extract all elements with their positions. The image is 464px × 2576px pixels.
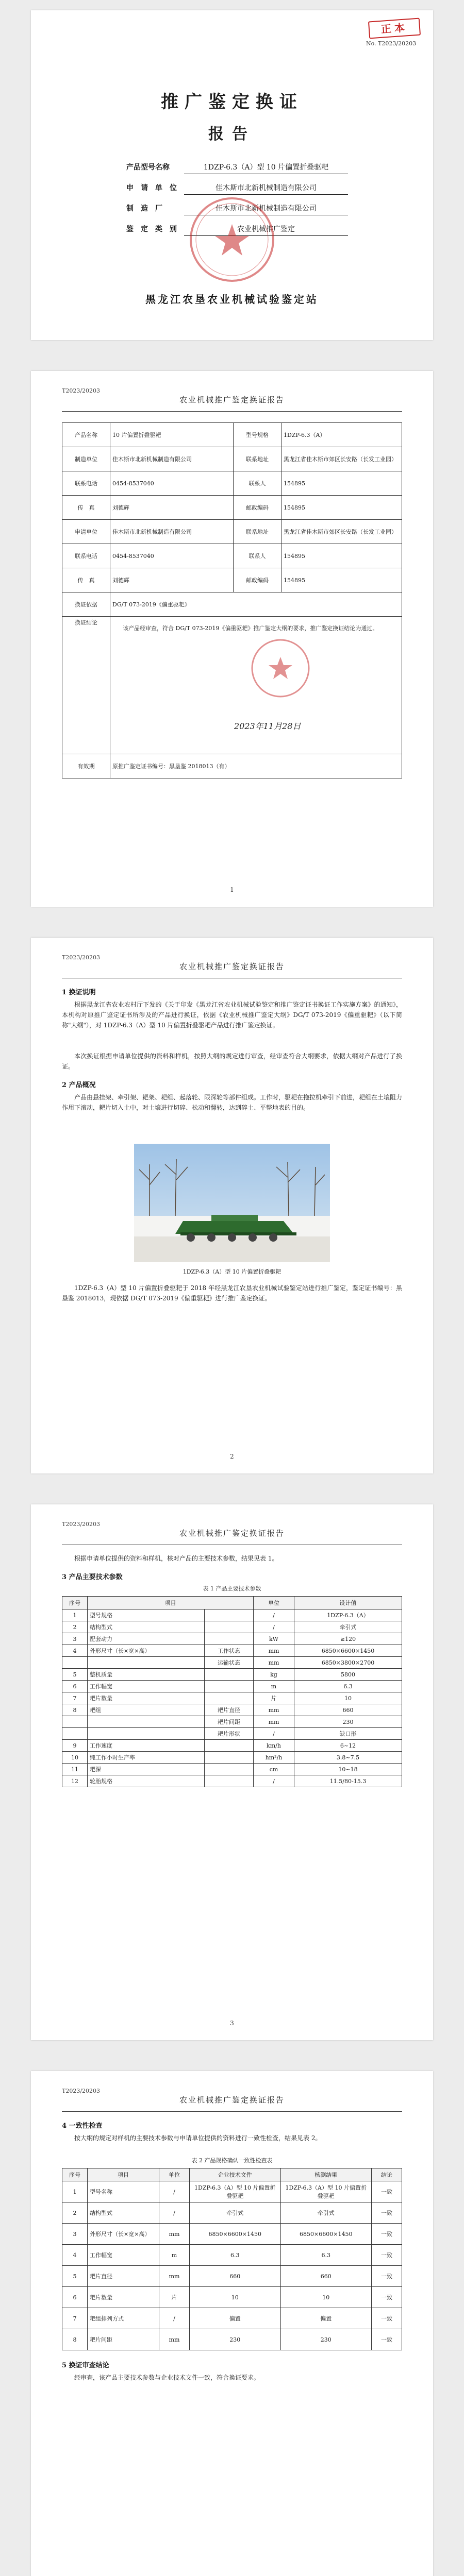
table-cell: 耙组排列方式 [88, 2308, 159, 2329]
table-cell: 偏置 [190, 2308, 281, 2329]
table-cell: 刘德辉 [110, 496, 234, 520]
table-cell: / [254, 1621, 294, 1633]
table-cell: 6850×3800×2700 [294, 1657, 402, 1669]
signature-date: 2023年11月28日 [234, 721, 301, 731]
table-cell: mm [159, 2266, 190, 2287]
table-cell: 6.3 [294, 1681, 402, 1692]
table-cell [204, 1633, 253, 1645]
table-cell: 3.8~7.5 [294, 1752, 402, 1764]
table-cell: 工作幅宽 [88, 2245, 159, 2266]
table-row [62, 2202, 402, 2224]
parameter-table [62, 1596, 402, 1787]
table-cell: 结构型式 [88, 1621, 205, 1633]
cover-subtitle: 报告 [208, 125, 256, 143]
table-cell: 154895 [281, 544, 402, 568]
table-cell: 联系地址 [234, 520, 281, 544]
table-cell: DG/T 073-2019《偏重驱耙》 [110, 592, 402, 617]
column-header: 设计值 [294, 1597, 402, 1609]
table-cell: 缺口形 [294, 1728, 402, 1740]
table-cell: 工作状态 [204, 1645, 253, 1657]
table-cell [88, 1716, 205, 1728]
report-page-3 [31, 1504, 433, 2040]
official-seal-icon [188, 196, 276, 283]
table-cell: 传 真 [62, 496, 110, 520]
table-cell: 5 [62, 1669, 88, 1681]
cover-field-product [126, 160, 348, 174]
table-cell: 外形尺寸（长×宽×高） [88, 2224, 159, 2245]
table-cell [204, 1681, 253, 1692]
product-photo [134, 1144, 330, 1262]
table-cell [204, 1775, 253, 1787]
table-cell: mm [254, 1704, 294, 1716]
table-cell: 工作幅宽 [88, 1681, 205, 1692]
table-cell: 联系地址 [234, 447, 281, 471]
table-cell: 154895 [281, 496, 402, 520]
table-cell: mm [254, 1716, 294, 1728]
table-cell: 申请单位 [62, 520, 110, 544]
table-cell: 4 [62, 1645, 88, 1657]
table-row [62, 1752, 402, 1764]
table-cell: 运输状态 [204, 1657, 253, 1669]
table-cell: 原推广鉴定证书编号：黑垦鉴 2018013（有） [110, 754, 402, 778]
table-cell: 邮政编码 [234, 496, 281, 520]
table-cell: 10 [280, 2287, 372, 2308]
page-number: 1 [230, 886, 234, 893]
table-cell: 6~12 [294, 1740, 402, 1752]
table-cell: / [159, 2308, 190, 2329]
table-cell: 黑龙江省佳木斯市郊区长安路（长发工业园） [281, 520, 402, 544]
table-cell: mm [159, 2329, 190, 2350]
section-title: 2 产品概况 [62, 1081, 96, 1089]
table-row [62, 1645, 402, 1657]
cover-field-label: 产品型号名称 [126, 163, 170, 172]
table-cell: 制造单位 [62, 447, 110, 471]
table-caption: 表 2 产品规格确认一致性检查表 [191, 2157, 273, 2164]
table-cell [204, 1740, 253, 1752]
table-cell [204, 1669, 253, 1681]
table-cell: 牵引式 [294, 1621, 402, 1633]
table-row [62, 1728, 402, 1740]
cover-field-label: 鉴 定 类 别 [126, 225, 177, 233]
table-cell [88, 1657, 205, 1669]
product-info-table [62, 422, 402, 778]
column-header: 单位 [254, 1597, 294, 1609]
report-page-4 [31, 2071, 433, 2576]
table-cell: 联系人 [234, 544, 281, 568]
cover-field-applicant [126, 180, 348, 195]
table-cell: 换证结论 [62, 617, 110, 754]
table-cell: 3 [62, 2224, 88, 2245]
table-cell: ≥120 [294, 1633, 402, 1645]
table-cell: 6850×6600×1450 [280, 2224, 372, 2245]
table-cell: 2 [62, 2202, 88, 2224]
conclusion-text: 该产品经审查，符合 DG/T 073-2019《偏重驱耙》推广鉴定大纲的要求，推广鉴定换证结论为通过。 [123, 625, 378, 632]
page-header: 农业机械推广鉴定换证报告 [179, 395, 285, 404]
table-row [62, 1609, 402, 1621]
column-header: 项目 [88, 2168, 159, 2181]
table-cell: 11 [62, 1764, 88, 1775]
table-cell: 10 片偏置折叠驱耙 [110, 423, 234, 447]
table-cell: 型号规格 [88, 1609, 205, 1621]
table-header-row [62, 2168, 402, 2181]
table-cell: 6 [62, 2287, 88, 2308]
table-row [62, 1775, 402, 1787]
paragraph: 产品由悬挂架、牵引架、耙架、耙组、起落轮、限深轮等部件组成。工作时，驱耙在拖拉机牵引下前进，耙组在土壤阻力作用下滚动，耙片切入土中，对土壤进行切碎、松动和翻转，达到碎土、平整地表的目的。 [62, 1094, 403, 1111]
page-number: 3 [230, 2020, 234, 2027]
header-rule [62, 411, 402, 412]
table-cell: mm [254, 1645, 294, 1657]
column-header: 核测结果 [280, 2168, 372, 2181]
table-cell: / [254, 1728, 294, 1740]
table-cell: 6850×6600×1450 [190, 2224, 281, 2245]
table-cell: / [254, 1609, 294, 1621]
table-cell: mm [159, 2224, 190, 2245]
table-cell: 7 [62, 1692, 88, 1704]
table-cell: 牵引式 [280, 2202, 372, 2224]
table-row [62, 1764, 402, 1775]
table-row [62, 592, 402, 617]
table-cell: 型号规格 [234, 423, 281, 447]
table-cell: 耙片数量 [88, 2287, 159, 2308]
table-cell: / [159, 2202, 190, 2224]
consistency-table-body [62, 2181, 402, 2350]
table-cell: 耙片直径 [88, 2266, 159, 2287]
cover-field-value: 佳木斯市北新机械制造有限公司 [184, 182, 348, 195]
table-cell: 10 [294, 1692, 402, 1704]
cover-field-value: 农业机械推广鉴定 [184, 224, 348, 236]
table-cell: 一致 [372, 2329, 402, 2350]
table-cell: 佳木斯市北新机械制造有限公司 [110, 447, 234, 471]
page-code: T2023/20203 [62, 954, 101, 961]
table-cell: 耙片数量 [88, 1692, 205, 1704]
table-cell: 耙深 [88, 1764, 205, 1775]
table-cell: 1DZP-6.3（A） [294, 1609, 402, 1621]
table-cell: 9 [62, 1740, 88, 1752]
table-cell: 一致 [372, 2224, 402, 2245]
table-cell [88, 1728, 205, 1740]
table-cell: 牵引式 [190, 2202, 281, 2224]
table-row [62, 447, 402, 471]
table-cell: 0454-8537040 [110, 544, 234, 568]
paragraph: 根据黑龙江省农业农村厅下发的《关于印发《黑龙江省农业机械试验鉴定和推广鉴定证书换证工作实施方案》的通知》，本机构对原推广鉴定证书所涉及的产品进行换证，依据《农业机械推广鉴定大纲》DG/T 073-2019《偏重驱耙》（以下简称"大纲"），对 1DZP-6.3（A）型 10 片偏置折叠驱耙产品进行推广鉴定换证。 [62, 1001, 402, 1029]
column-header: 项目 [88, 1597, 254, 1609]
header-rule [62, 2111, 402, 2112]
table-cell: 外形尺寸（长×宽×高） [88, 1645, 205, 1657]
table-cell: 轮胎规格 [88, 1775, 205, 1787]
table-cell: 耙片间距 [88, 2329, 159, 2350]
table-cell [204, 1621, 253, 1633]
table-row [62, 1681, 402, 1692]
table-row [62, 1716, 402, 1728]
table-cell: 2 [62, 1621, 88, 1633]
table-row [62, 617, 402, 754]
table-cell: 11.5/80-15.3 [294, 1775, 402, 1787]
table-cell: 耙组 [88, 1704, 205, 1716]
table-row [62, 1657, 402, 1669]
table-cell: / [254, 1775, 294, 1787]
table-cell: 耙片间距 [204, 1716, 253, 1728]
table-cell [204, 1609, 253, 1621]
table-cell: 10~18 [294, 1764, 402, 1775]
column-header: 企业技术文件 [190, 2168, 281, 2181]
table-cell: 邮政编码 [234, 568, 281, 592]
table-cell: 6850×6600×1450 [294, 1645, 402, 1657]
table-row [62, 423, 402, 447]
table-cell: 耙片形状 [204, 1728, 253, 1740]
paragraph: 经审查，该产品主要技术参数与企业技术文件一致，符合换证要求。 [74, 2374, 260, 2381]
table-cell: 230 [280, 2329, 372, 2350]
table-cell: 660 [294, 1704, 402, 1716]
table-cell: 12 [62, 1775, 88, 1787]
table-cell: 6.3 [280, 2245, 372, 2266]
table-cell: / [159, 2181, 190, 2202]
table-cell: 产品名称 [62, 423, 110, 447]
page-header: 农业机械推广鉴定换证报告 [179, 1529, 285, 1538]
table-row [62, 1704, 402, 1716]
table-cell: 佳木斯市北新机械制造有限公司 [110, 520, 234, 544]
table-cell [110, 617, 402, 754]
table-cell: 配套动力 [88, 1633, 205, 1645]
page-code: T2023/20203 [62, 387, 101, 394]
column-header: 结论 [372, 2168, 402, 2181]
table-row [62, 2308, 402, 2329]
table-row [62, 2287, 402, 2308]
table-cell: 一致 [372, 2245, 402, 2266]
table-cell [62, 1657, 88, 1669]
page-header: 农业机械推广鉴定换证报告 [179, 962, 285, 971]
table-row [62, 1621, 402, 1633]
table-cell: 结构型式 [88, 2202, 159, 2224]
table-cell [204, 1752, 253, 1764]
table-cell: 230 [294, 1716, 402, 1728]
table-cell: 型号名称 [88, 2181, 159, 2202]
paragraph: 根据申请单位提供的资料和样机，核对产品的主要技术参数，结果见表 1。 [74, 1555, 278, 1562]
page-code: T2023/20203 [62, 2088, 101, 2094]
table-cell: 7 [62, 2308, 88, 2329]
table-cell: 660 [190, 2266, 281, 2287]
table-row [62, 2329, 402, 2350]
table-cell: kW [254, 1633, 294, 1645]
table-cell: 1 [62, 2181, 88, 2202]
section-title: 5 换证审查结论 [62, 2362, 109, 2369]
table-row [62, 568, 402, 592]
cover-field-value: 佳木斯市北新机械制造有限公司 [184, 203, 348, 215]
table-cell: kg [254, 1669, 294, 1681]
table-cell: 5 [62, 2266, 88, 2287]
table-cell: 1DZP-6.3（A）型 10 片偏置折叠驱耙 [280, 2181, 372, 2202]
table-caption: 表 1 产品主要技术参数 [203, 1585, 261, 1592]
cover-title: 推广鉴定换证 [161, 92, 303, 112]
table-row [62, 520, 402, 544]
table-cell: 230 [190, 2329, 281, 2350]
paragraph: 按大纲的规定对样机的主要技术参数与申请单位提供的资料进行一致性检查，结果见表 2。 [74, 2134, 322, 2142]
table-cell: 片 [254, 1692, 294, 1704]
table-cell: 一致 [372, 2287, 402, 2308]
table-cell: 0454-8537040 [110, 471, 234, 496]
table-cell: mm [254, 1657, 294, 1669]
table-cell: 耙片直径 [204, 1704, 253, 1716]
paragraph: 本次换证根据申请单位提供的资料和样机，按照大纲的规定进行审查，经审查符合大纲要求，依据大纲对产品进行了换证。 [62, 1053, 402, 1070]
table-cell: 联系电话 [62, 471, 110, 496]
table-row [62, 2224, 402, 2245]
report-page-2 [31, 938, 433, 1473]
table-cell: 换证依据 [62, 592, 110, 617]
table-cell: 6.3 [190, 2245, 281, 2266]
table-row [62, 1633, 402, 1645]
table-cell: 1DZP-6.3（A） [281, 423, 402, 447]
table-row [62, 1740, 402, 1752]
table-cell [62, 1728, 88, 1740]
column-header: 序号 [62, 2168, 88, 2181]
table-cell: 一致 [372, 2202, 402, 2224]
table-row [62, 754, 402, 778]
column-header: 单位 [159, 2168, 190, 2181]
table-row [62, 2181, 402, 2202]
table-cell: 4 [62, 2245, 88, 2266]
cover-field-value: 1DZP-6.3（A）型 10 片偏置折叠驱耙 [184, 162, 348, 174]
table-cell: 10 [62, 1752, 88, 1764]
table-cell: 5800 [294, 1669, 402, 1681]
table-cell: 660 [280, 2266, 372, 2287]
table-cell: 联系人 [234, 471, 281, 496]
table-cell: 片 [159, 2287, 190, 2308]
photo-caption: 1DZP-6.3（A）型 10 片偏置折叠驱耙 [183, 1268, 281, 1275]
approval-seal-icon [250, 637, 311, 699]
table-cell: 一致 [372, 2266, 402, 2287]
parameter-table-body [62, 1609, 402, 1787]
table-cell: 154895 [281, 568, 402, 592]
paragraph: 1DZP-6.3（A）型 10 片偏置折叠驱耙于 2018 年经黑龙江农垦农业机械试验鉴定站进行推广鉴定，鉴定证书编号：黑垦鉴 2018013，现依据 DG/T 073-2019《偏重驱耙》进行推广鉴定换证。 [62, 1284, 402, 1302]
table-cell: 一致 [372, 2181, 402, 2202]
cover-page [31, 10, 433, 340]
page-number: 2 [230, 1453, 234, 1460]
cover-field-label: 申 请 单 位 [126, 184, 177, 192]
table-cell: 整机质量 [88, 1669, 205, 1681]
column-header: 序号 [62, 1597, 88, 1609]
original-stamp: 正本 [368, 18, 421, 39]
table-cell: hm²/h [254, 1752, 294, 1764]
table-row [62, 2266, 402, 2287]
table-cell [62, 1716, 88, 1728]
table-cell: 10 [190, 2287, 281, 2308]
table-cell: 刘德辉 [110, 568, 234, 592]
table-cell: 一致 [372, 2308, 402, 2329]
table-cell: 传 真 [62, 568, 110, 592]
table-cell: 工作速度 [88, 1740, 205, 1752]
table-cell: 6 [62, 1681, 88, 1692]
table-row [62, 544, 402, 568]
table-cell: 154895 [281, 471, 402, 496]
table-row [62, 1692, 402, 1704]
section-title: 1 换证说明 [62, 989, 96, 996]
page-header: 农业机械推广鉴定换证报告 [179, 2095, 285, 2105]
table-cell: 偏置 [280, 2308, 372, 2329]
report-page-1 [31, 371, 433, 907]
table-cell: 联系电话 [62, 544, 110, 568]
table-cell: 8 [62, 1704, 88, 1716]
table-header-row [62, 1597, 402, 1609]
table-cell: m [254, 1681, 294, 1692]
table-row [62, 2245, 402, 2266]
table-cell [204, 1764, 253, 1775]
table-cell: 1 [62, 1609, 88, 1621]
cover-field-label: 制 造 厂 [126, 205, 162, 213]
page-code: T2023/20203 [62, 1521, 101, 1528]
section-title: 3 产品主要技术参数 [62, 1573, 123, 1581]
table-cell: 纯工作小时生产率 [88, 1752, 205, 1764]
report-number: No. T2023/20203 [366, 40, 417, 47]
table-row [62, 1669, 402, 1681]
table-cell: km/h [254, 1740, 294, 1752]
issuing-organization: 黑龙江农垦农业机械试验鉴定站 [145, 293, 319, 306]
table-cell: 黑龙江省佳木斯市郊区长安路（长发工业园） [281, 447, 402, 471]
table-cell: 1DZP-6.3（A）型 10 片偏置折叠驱耙 [190, 2181, 281, 2202]
table-cell: 3 [62, 1633, 88, 1645]
consistency-table [62, 2168, 402, 2350]
table-cell: 8 [62, 2329, 88, 2350]
table-cell: 有效期 [62, 754, 110, 778]
table-cell: cm [254, 1764, 294, 1775]
table-row [62, 496, 402, 520]
table-row [62, 471, 402, 496]
table-cell [204, 1692, 253, 1704]
table-cell: m [159, 2245, 190, 2266]
section-title: 4 一致性检查 [62, 2122, 103, 2130]
